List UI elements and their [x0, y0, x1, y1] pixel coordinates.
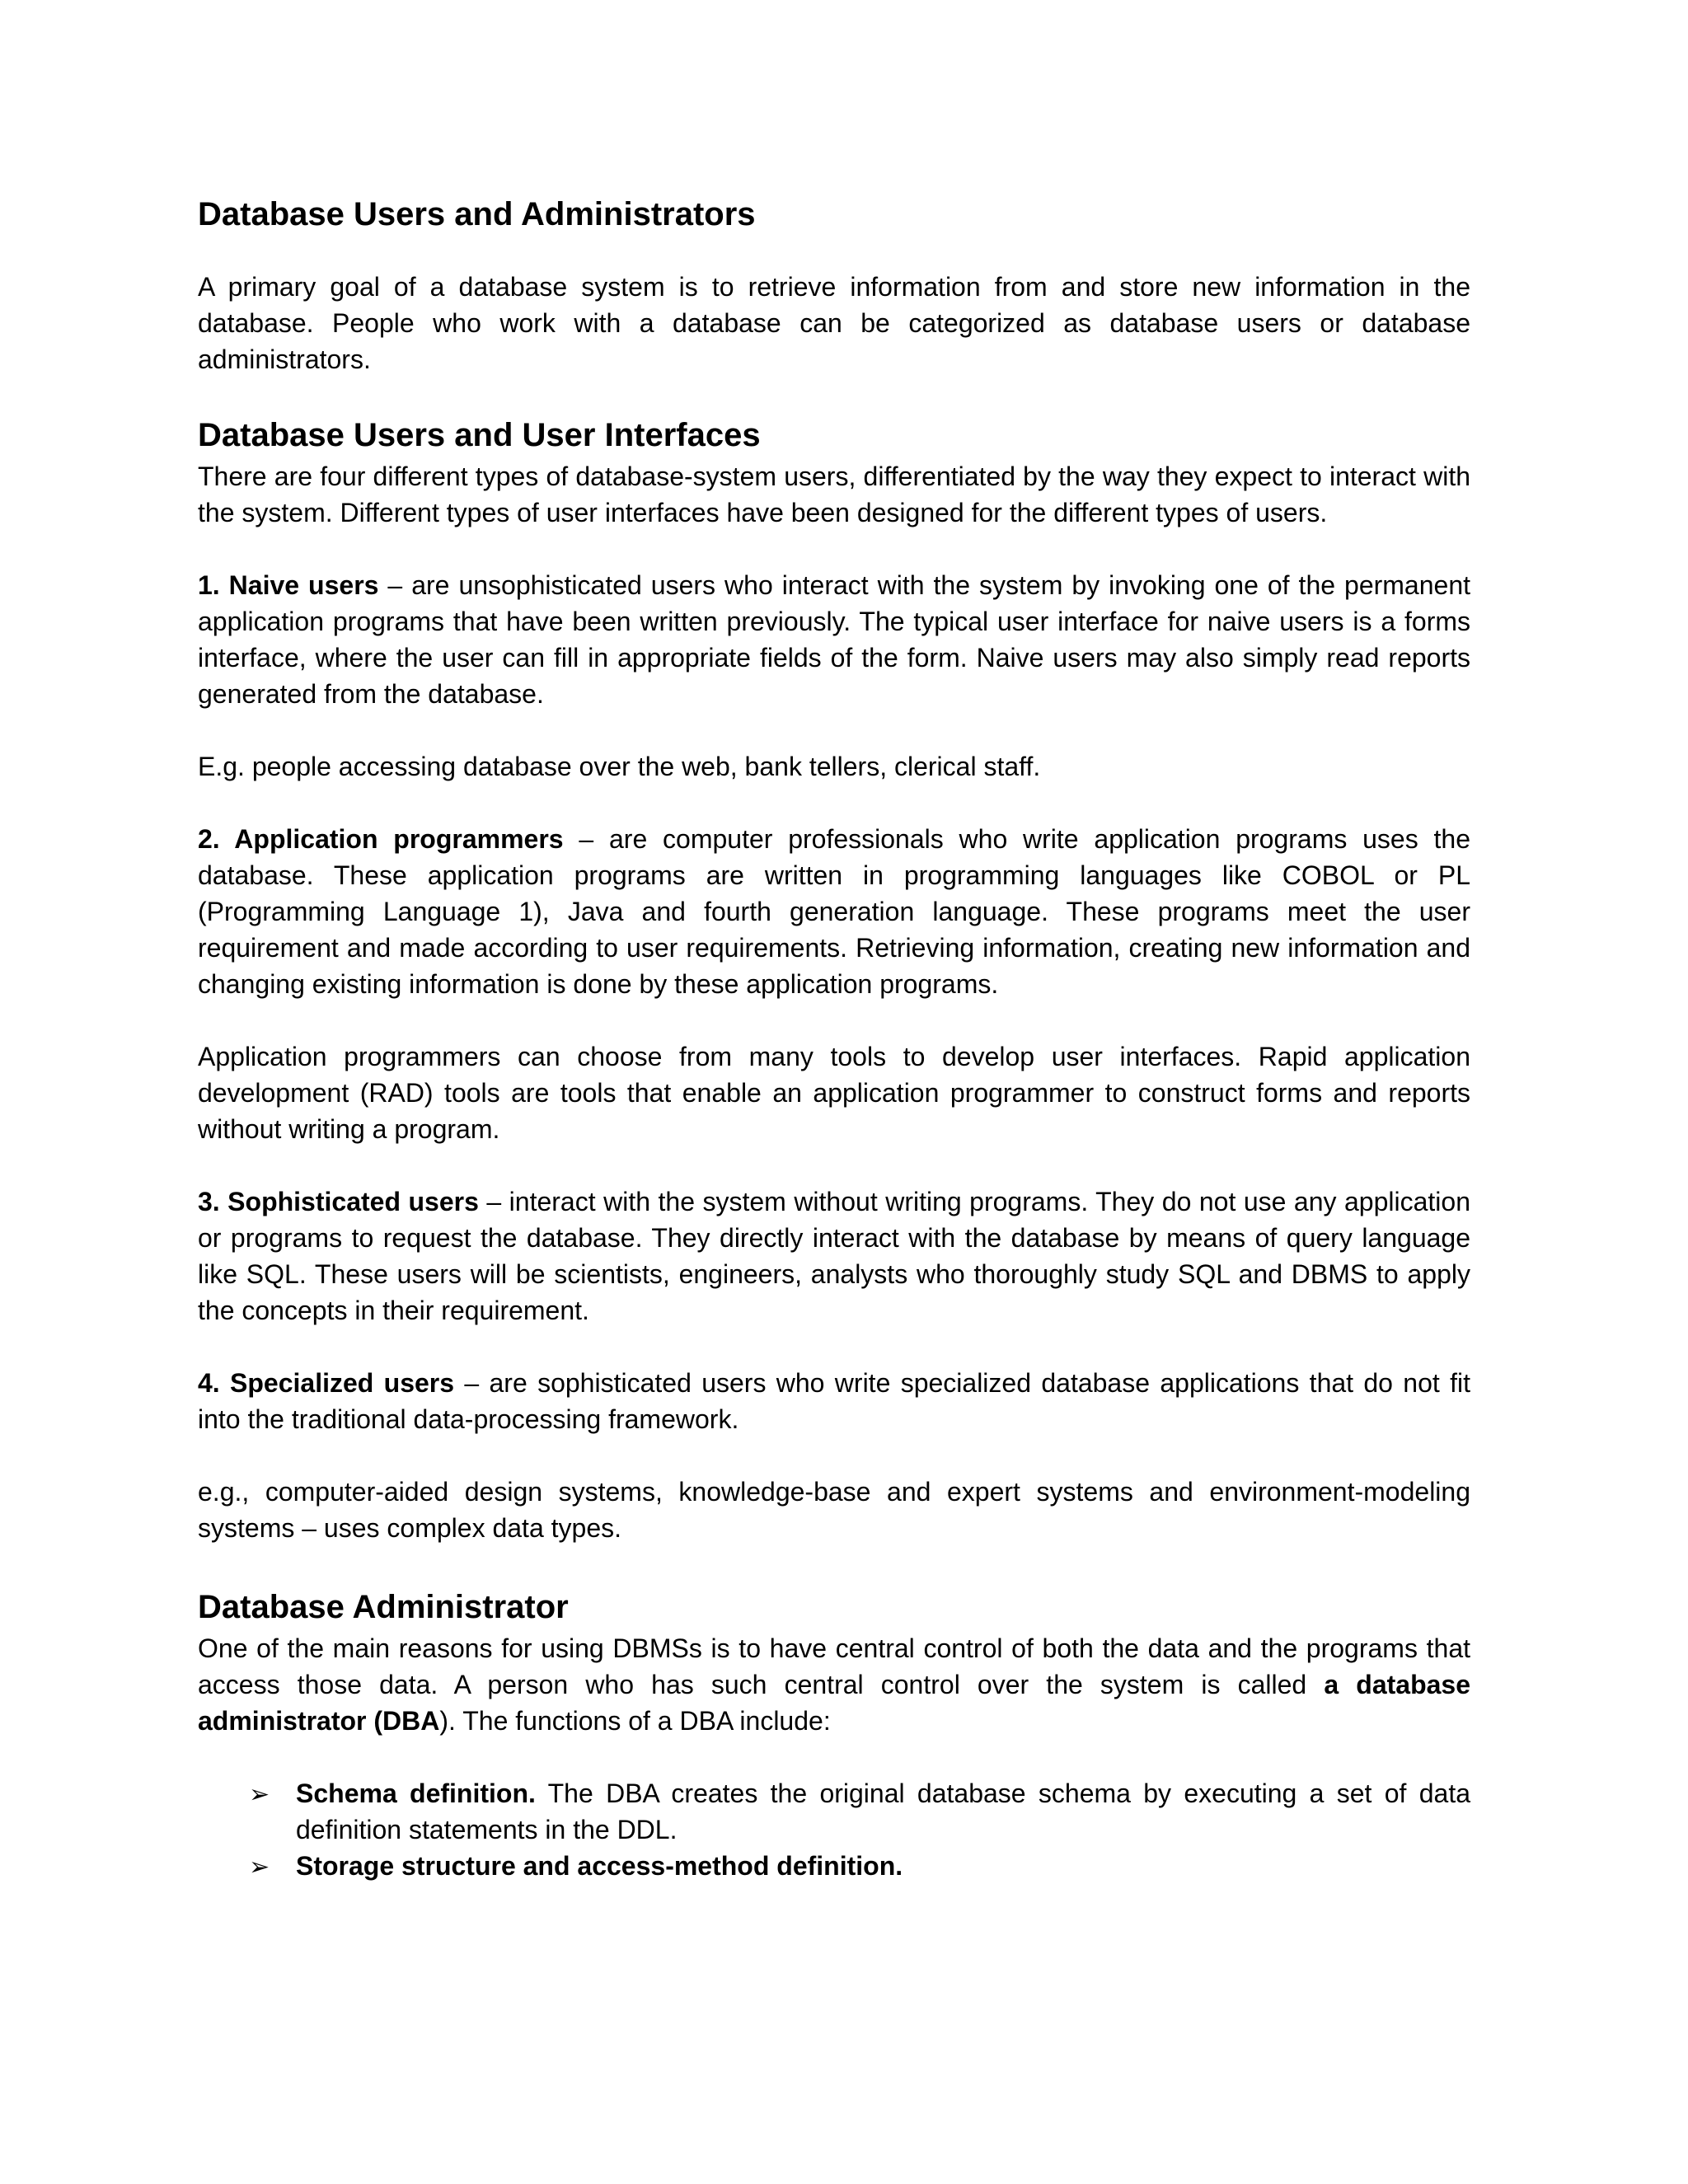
specialized-users-example: e.g., computer-aided design systems, knowledge-base and expert systems and environment-modeling systems – uses complex data types. — [198, 1477, 1470, 1543]
dba-intro-tail: ). The functions of a DBA include: — [439, 1706, 831, 1736]
dba-intro-text: One of the main reasons for using DBMSs is to have central control of both the data and the programs that access those data. A person who has such central control over the system is called — [198, 1633, 1470, 1699]
app-programmers-extra: Application programmers can choose from many tools to develop user interfaces. Rapid application development (RAD) tools are tools that enable an application programmer to construct forms and reports without writing a program. — [198, 1042, 1470, 1144]
list-item — [198, 1848, 1470, 1884]
section-heading-users: Database Users and User Interfaces — [198, 417, 761, 453]
arrow-bullet-icon: ➢ — [249, 1854, 270, 1881]
sophisticated-users-label: 3. Sophisticated users — [198, 1187, 479, 1216]
sophisticated-users-text: – interact with the system without writing programs. They do not use any application or programs to request the database. They directly interact with the database by means of query language like SQL. These users will be scientists, engineers, analysts who thoroughly study SQL and DBMS to apply the concepts in their requirement. — [198, 1187, 1471, 1325]
naive-users-text: – are unsophisticated users who interact with the system by invoking one of the permanent application programs that have been written previously. The typical user interface for naive users is a forms interface, where the user can fill in appropriate fields of the form. Naive users may also simply read reports generated from the database. — [198, 570, 1470, 709]
bullet-label: Schema definition. — [296, 1779, 536, 1808]
arrow-bullet-icon: ➢ — [249, 1781, 270, 1808]
dba-functions-list — [198, 1775, 1470, 1884]
naive-users-paragraph — [198, 567, 1470, 712]
sophisticated-users-paragraph — [198, 1183, 1470, 1329]
bullet-label: Storage structure and access-method definition. — [296, 1851, 903, 1881]
dba-term: a database administrator (DBA — [198, 1670, 1471, 1736]
bullet-text: The DBA creates the original database schema by executing a set of data definition statements in the DDL. — [296, 1779, 1471, 1844]
intro-paragraph: A primary goal of a database system is to retrieve information from and store new information in the database. People who work with a database can be categorized as database users or database administrators. — [198, 272, 1470, 374]
app-programmers-text: – are computer professionals who write application programs uses the database. These application programs are written in programming languages like COBOL or PL (Programming Language 1), Java and fourth generation language. These programs meet the user requirement and made according to user requirements. Retrieving information, creating new information and changing existing information is done by these application programs. — [198, 824, 1471, 999]
users-intro-paragraph: There are four different types of database-system users, differentiated by the way they expect to interact with the system. Different types of user interfaces have been designed for the different types of users. — [198, 462, 1470, 527]
naive-users-example: E.g. people accessing database over the web, bank tellers, clerical staff. — [198, 752, 1041, 781]
specialized-users-paragraph — [198, 1365, 1470, 1437]
section-heading-dba: Database Administrator — [198, 1589, 569, 1625]
specialized-users-text: – are sophisticated users who write specialized database applications that do not fit into the traditional data-processing framework. — [198, 1368, 1471, 1434]
page-title: Database Users and Administrators — [198, 196, 756, 232]
dba-intro-paragraph — [198, 1630, 1470, 1739]
specialized-users-label: 4. Specialized users — [198, 1368, 455, 1398]
app-programmers-paragraph — [198, 821, 1470, 1002]
list-item — [198, 1775, 1470, 1848]
naive-users-label: 1. Naive users — [198, 570, 379, 600]
app-programmers-label: 2. Application programmers — [198, 824, 564, 854]
